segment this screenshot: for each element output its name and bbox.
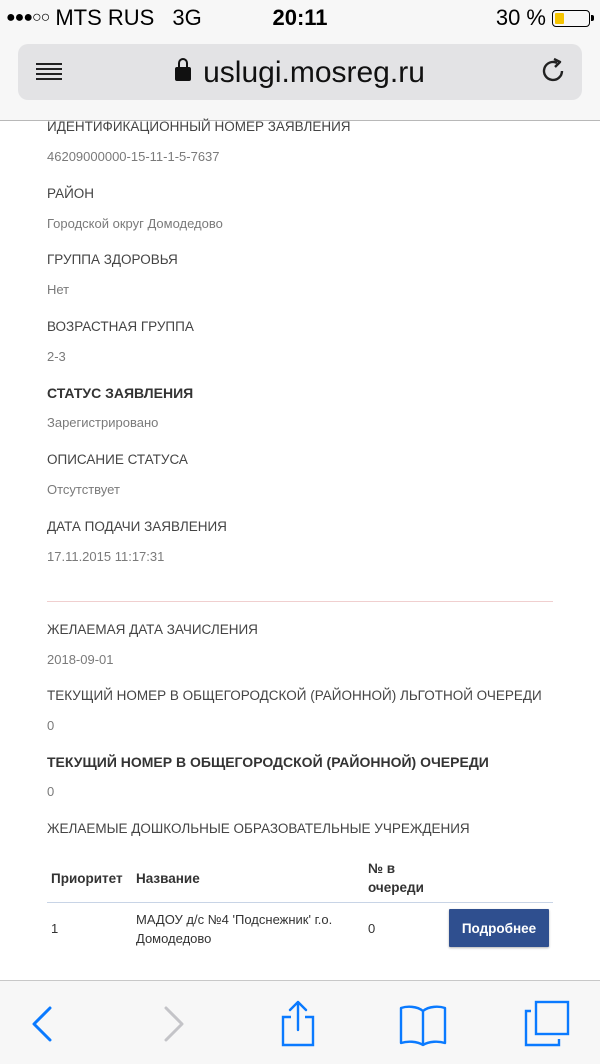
field-value: 0 [47,784,55,799]
field-value: 0 [47,718,55,733]
field-label: ИДЕНТИФИКАЦИОННЫЙ НОМЕР ЗАЯВЛЕНИЯ [47,119,351,134]
network-type: 3G [172,5,202,30]
table-header-divider [47,902,553,903]
lock-icon [175,67,191,81]
field-value: Городской округ Домодедово [47,215,223,231]
url-text: uslugi.mosreg.ru [203,56,425,89]
header-priority: Приоритет [51,871,123,886]
details-button[interactable]: Подробнее [449,909,549,947]
field-label: ВОЗРАСТНАЯ ГРУППА [47,318,194,334]
field-value: 17.11.2015 11:17:31 [47,548,165,564]
bookmarks-icon[interactable] [398,999,448,1049]
field-label: РАЙОН [47,185,95,201]
reload-icon[interactable] [538,56,568,86]
header-name: Название [136,871,200,886]
field-label: ТЕКУЩИЙ НОМЕР В ОБЩЕГОРОДСКОЙ (РАЙОННОЙ) ОЧЕРЕДИ [47,754,489,770]
field-value: 46209000000-15-11-1-5-7637 [47,149,220,164]
institutions-label: ЖЕЛАЕМЫЕ ДОШКОЛЬНЫЕ ОБРАЗОВАТЕЛЬНЫЕ УЧРЕЖДЕНИЯ [47,821,470,836]
address-bar[interactable] [18,44,582,100]
field-label: ГРУППА ЗДОРОВЬЯ [47,252,178,268]
row-name-line2: Домодедово [136,931,212,946]
clock: 20:11 [272,5,328,30]
field-label: СТАТУС ЗАЯВЛЕНИЯ [47,385,194,402]
field-label: ТЕКУЩИЙ НОМЕР В ОБЩЕГОРОДСКОЙ (РАЙОННОЙ) ЛЬГОТНОЙ ОЧЕРЕДИ [47,688,542,703]
status-bar [0,0,600,36]
row-name-line1: МАДОУ д/с №4 'Подснежник' г.о. [136,912,333,927]
header-queue-line1: № в [368,861,396,876]
field-value: 2018-09-01 [47,652,114,667]
field-label: ОПИСАНИЕ СТАТУСА [47,452,188,467]
field-label: ДАТА ПОДАЧИ ЗАЯВЛЕНИЯ [47,518,227,534]
field-value: Отсутствует [47,482,120,497]
row-priority: 1 [51,921,59,936]
field-label: ЖЕЛАЕМАЯ ДАТА ЗАЧИСЛЕНИЯ [47,622,258,637]
signal-strength-icon: ●●●○○ [6,9,50,26]
field-value: Зарегистрировано [47,415,159,431]
header-queue-line2: очереди [368,880,424,895]
tabs-icon[interactable] [522,999,572,1049]
browser-toolbar [0,980,600,1064]
share-icon[interactable] [273,999,323,1049]
back-icon[interactable] [20,999,70,1049]
row-queue-number: 0 [368,921,376,936]
section-divider [47,601,553,602]
field-value: 2-3 [47,348,66,364]
carrier-name: MTS RUS [55,5,155,30]
url-display[interactable] [18,56,582,90]
field-value: Нет [47,282,70,298]
battery-percent: 30 % [495,5,546,30]
battery-fill [555,13,564,24]
forward-icon[interactable] [148,999,198,1049]
battery-icon [552,10,590,27]
browser-header [0,36,600,121]
